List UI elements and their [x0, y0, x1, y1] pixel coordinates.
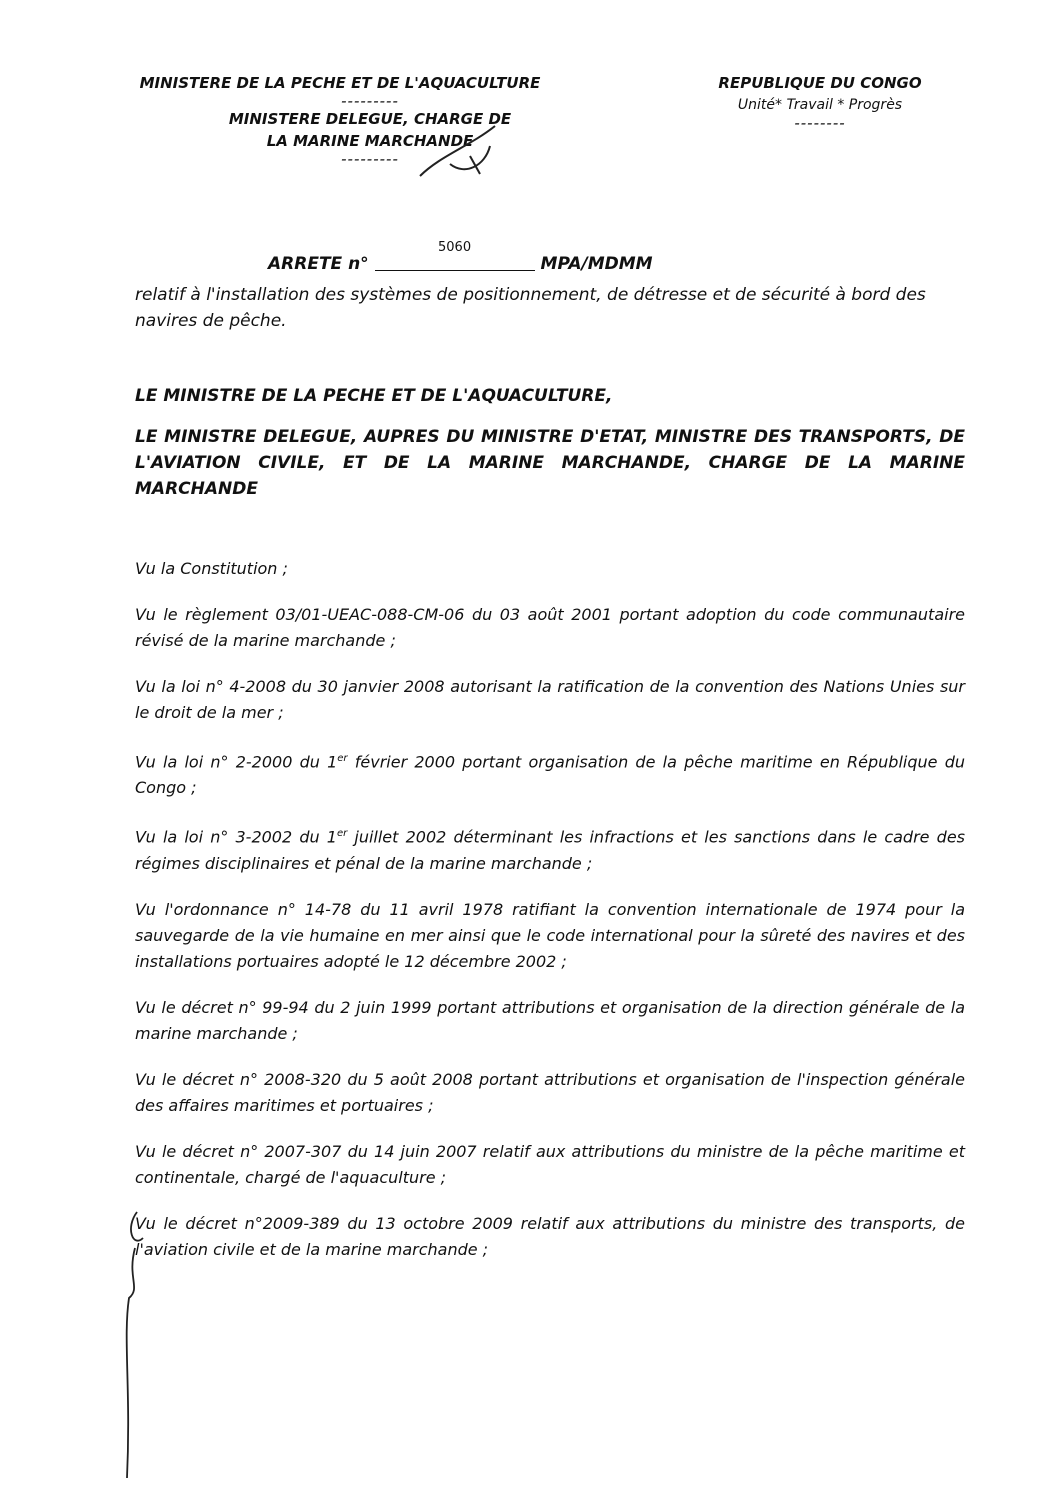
republic-block — [690, 72, 950, 130]
visa-decret-2007-307: Vu le décret n° 2007-307 du 14 juin 2007 relatif aux attributions du ministre de la pêche maritime et continentale, chargé de l'aquaculture ; — [135, 1141, 965, 1187]
margin-bracket-mark — [115, 1208, 155, 1488]
visa-constitution: Vu la Constitution ; — [135, 559, 288, 578]
arrete-suffix: MPA/MDMM — [540, 254, 653, 274]
visa-decret-99-94: Vu le décret n° 99-94 du 2 juin 1999 portant attributions et organisation de la direction générale de la marine marchande ; — [135, 997, 965, 1043]
minister-fisheries-title: LE MINISTRE DE LA PECHE ET DE L'AQUACULTURE, — [135, 386, 613, 406]
visa-decret-2008-320: Vu le décret n° 2008-320 du 5 août 2008 portant attributions et organisation de l'inspection générale des affaires maritimes et portuaires ; — [135, 1069, 965, 1115]
delegate-ministry-line2: LA MARINE MARCHANDE — [266, 132, 474, 150]
ministry-separator: --------- — [341, 92, 399, 110]
arrete-subject: relatif à l'installation des systèmes de positionnement, de détresse et de sécurité à bord des navires de pêche. — [135, 285, 926, 331]
minister-delegate-title: LE MINISTRE DELEGUE, AUPRES DU MINISTRE D'ETAT, MINISTRE DES TRANSPORTS, DE L'AVIATION CIVILE, ET DE LA MARINE MARCHANDE, CHARGE DE LA MARINE MARCHANDE — [135, 427, 965, 499]
national-motto: Unité* Travail * Progrès — [737, 97, 903, 113]
visa-loi-4-2008: Vu la loi n° 4-2008 du 30 janvier 2008 autorisant la ratification de la convention des Nations Unies sur le droit de la mer ; — [135, 677, 965, 722]
ministry-name: MINISTERE DE LA PECHE ET DE L'AQUACULTURE — [139, 74, 541, 92]
delegate-separator: --------- — [341, 150, 399, 168]
arrete-reference — [268, 240, 688, 274]
visa-loi-3-2002: Vu la loi n° 3-2002 du 1er juillet 2002 déterminant les infractions et les sanctions dans le cadre des régimes disciplinaires et pénal de la marine marchande ; — [135, 827, 965, 873]
visa-loi-2-2000: Vu la loi n° 2-2000 du 1er février 2000 portant organisation de la pêche maritime en République du Congo ; — [135, 752, 965, 798]
arrete-prefix: ARRETE n° — [268, 254, 369, 274]
republic-separator: -------- — [794, 114, 846, 132]
visa-reglement: Vu le règlement 03/01-UEAC-088-CM-06 du 03 août 2001 portant adoption du code communautaire révisé de la marine marchande ; — [135, 605, 965, 650]
republic-name: REPUBLIQUE DU CONGO — [718, 74, 922, 92]
delegate-ministry-line1: MINISTERE DELEGUE, CHARGE DE — [228, 110, 512, 128]
visa-decret-2009-389: Vu le décret n°2009-389 du 13 octobre 2009 relatif aux attributions du ministre des transports, de l'aviation civile et de la marine marchande ; — [135, 1213, 965, 1259]
arrete-number-line — [375, 270, 535, 271]
visas-list — [135, 556, 965, 1283]
handwritten-initials-mark — [410, 116, 510, 186]
arrete-number: 5060 — [438, 240, 472, 255]
visa-ordonnance-14-78: Vu l'ordonnance n° 14-78 du 11 avril 1978 ratifiant la convention internationale de 1974 pour la sauvegarde de la vie humaine en mer ainsi que le code international pour la sûreté des navires et des installations portuaires adopté le 12 décembre 2002 ; — [135, 899, 965, 971]
